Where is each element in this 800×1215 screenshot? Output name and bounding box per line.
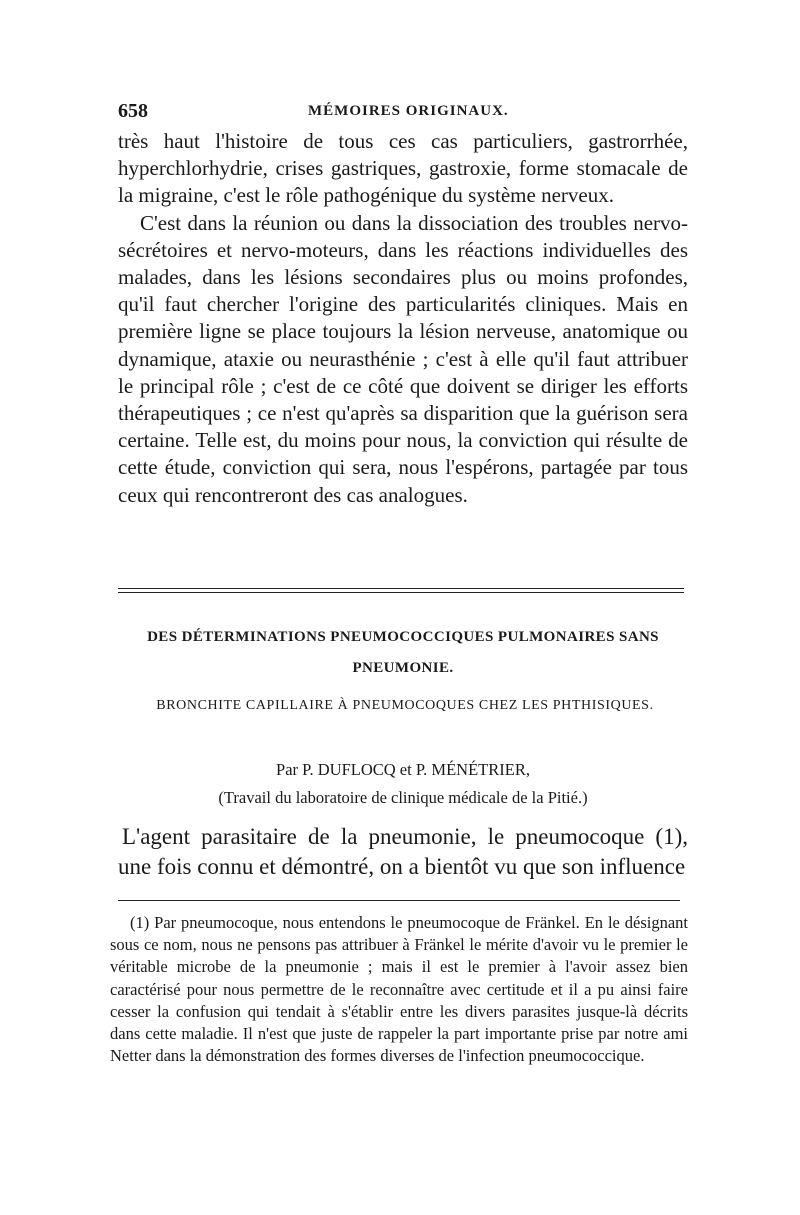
paragraph-conclusion: C'est dans la réunion ou dans la dissociation des troubles nervo-sécrétoires et nervo-moteurs, dans les réactions individuelles des malades, dans les lésions secondaires plus ou moins profondes, qu'il faut chercher l'origine des particularités cliniques. Mais en première ligne se place toujours la lésion nerveuse, anatomique ou dynamique, ataxie ou neurasthénie ; c'est à elle qu'il faut attribuer le principal rôle ; c'est de ce côté que doivent se diriger les efforts thérapeutiques ; ce n'est qu'après sa disparition que la guérison sera certaine. Telle est, du moins pour nous, la conviction qui résulte de cette étude, conviction qui sera, nous l'espérons, partagée par tous ceux qui rencontreront des cas analogues. <box>118 210 688 507</box>
page-header <box>118 100 688 126</box>
paragraph-continuation: très haut l'histoire de tous ces cas particuliers, gastrorrhée, hyperchlorhydrie, crises gastriques, gastroxie, forme stomacale de la migraine, c'est le rôle pathogénique du système nerveux. <box>118 129 688 208</box>
article-subtitle: BRONCHITE CAPILLAIRE À PNEUMOCOQUES CHEZ LES PHTHISIQUES. <box>156 698 654 713</box>
body-text <box>118 128 688 509</box>
article-title: DES DÉTERMINATIONS PNEUMOCOCCIQUES PULMONAIRES SANS PNEUMONIE. <box>147 629 659 676</box>
footnote <box>110 912 688 1067</box>
page-number: 658 <box>118 100 148 122</box>
article-lead <box>118 822 688 882</box>
lead-paragraph: L'agent parasitaire de la pneumonie, le pneumocoque (1), une fois connu et démontré, on a bientôt vu que son influence <box>118 824 688 879</box>
footnote-rule <box>118 900 680 901</box>
article-authors: Par P. DUFLOCQ et P. MÉNÉTRIER, <box>276 760 530 779</box>
article-affiliation: (Travail du laboratoire de clinique médicale de la Pitié.) <box>218 788 588 807</box>
footnote-text: (1) Par pneumocoque, nous entendons le pneumocoque de Fränkel. En le désignant sous ce nom, nous ne pensons pas attribuer à Fränkel le mérite d'avoir vu le premier le véritable microbe de la pneumonie ; mais il est le premier à l'avoir assez bien caractérisé pour nous permettre de le reconnaître avec certitude et il a pu ainsi faire cesser la confusion qui tendait à s'établir entre les divers parasites jusque-là décrits dans cette maladie. Il n'est que juste de rappeler la part importante prise par notre ami Netter dans la démonstration des formes diverses de l'infection pneumococcique. <box>110 913 688 1066</box>
section-rule-bottom <box>118 592 684 593</box>
running-head: MÉMOIRES ORIGINAUX. <box>308 103 509 119</box>
section-rule-top <box>118 588 684 589</box>
